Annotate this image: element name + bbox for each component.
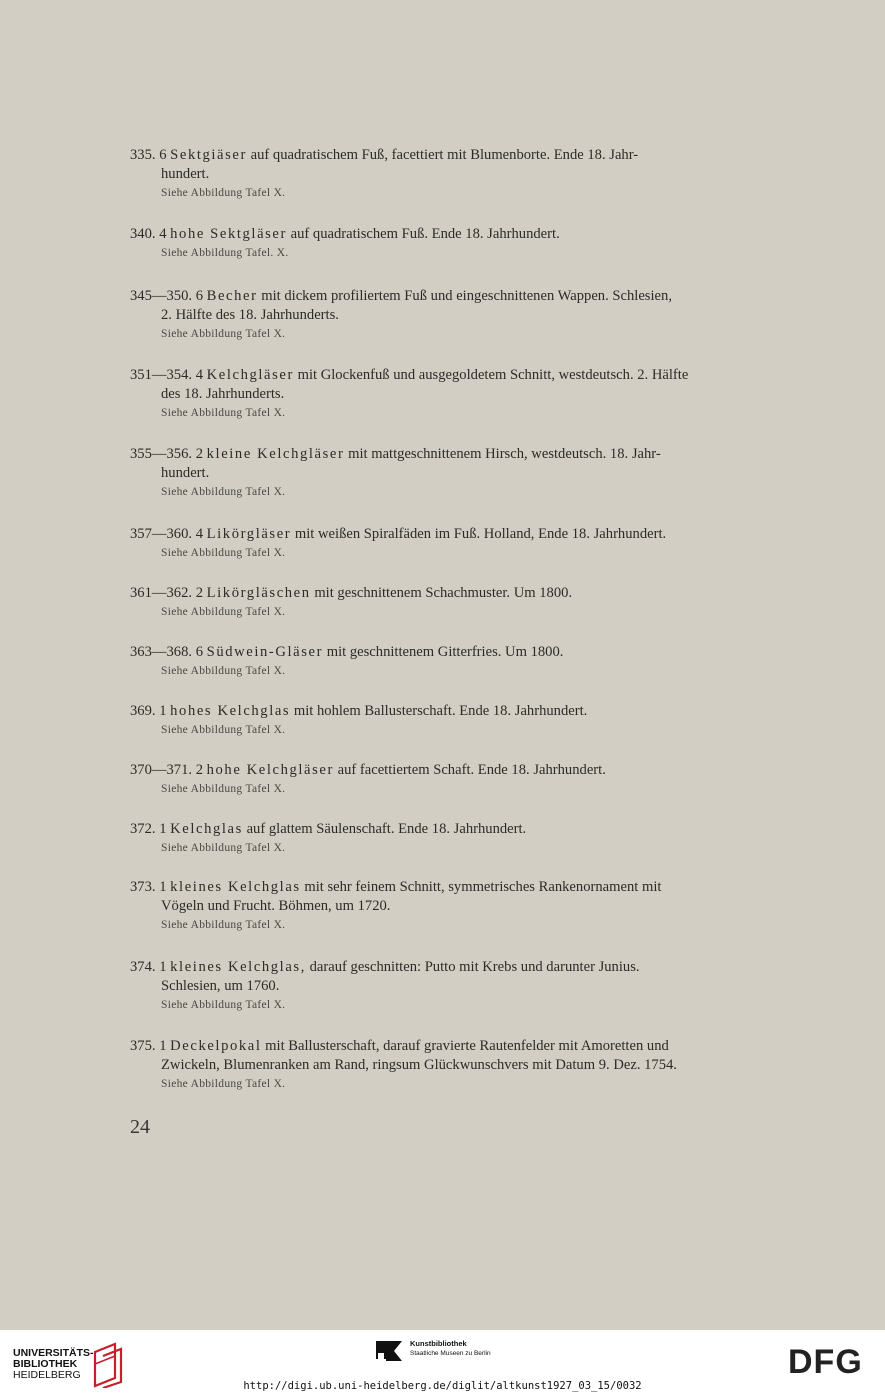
entry-text: auf glattem Säulenschaft. Ende 18. Jahrhundert. xyxy=(246,821,527,837)
entry-reference: Siehe Abbildung Tafel X. xyxy=(161,1078,286,1090)
entry-count: 6 xyxy=(195,288,203,304)
entry-text: mit geschnittenem Gitterfries. Um 1800. xyxy=(326,644,564,660)
entry-main-line xyxy=(130,878,813,897)
catalog-entry xyxy=(130,366,813,423)
entry-reference: Siehe Abbildung Tafel X. xyxy=(161,486,286,498)
entry-keyword: kleine Kelchgläser xyxy=(206,446,345,462)
entry-number: 340. xyxy=(130,226,156,242)
entry-number: 374. xyxy=(130,959,156,975)
entry-continuation: 2. Hälfte des 18. Jahrhunderts. xyxy=(161,307,339,323)
entry-count: 6 xyxy=(195,644,203,660)
entry-keyword: kleines Kelchglas xyxy=(170,879,301,895)
entry-number: 361—362. xyxy=(130,585,193,601)
kunstbibliothek-subtitle: Staatliche Museen zu Berlin xyxy=(410,1350,491,1357)
entry-continuation: Zwickeln, Blumenranken am Rand, ringsum Glückwunschvers mit Datum 9. Dez. 1754. xyxy=(161,1057,677,1073)
entry-keyword: Südwein-Gläser xyxy=(206,644,324,660)
entry-reference: Siehe Abbildung Tafel. X. xyxy=(161,247,289,259)
uni-logo-line2: BIBLIOTHEK xyxy=(13,1358,78,1370)
entry-main-line xyxy=(130,761,813,780)
catalog-entry xyxy=(130,643,813,681)
entry-keyword: hohe Kelchgläser xyxy=(206,762,334,778)
entry-count: 2 xyxy=(195,446,203,462)
kunstbibliothek-name: Kunstbibliothek xyxy=(410,1339,467,1348)
catalog-entry xyxy=(130,761,813,799)
entry-number: 335. xyxy=(130,147,156,163)
catalog-entry xyxy=(130,445,813,502)
entry-text: darauf geschnitten: Putto mit Krebs und darunter Junius. xyxy=(309,959,640,975)
entry-keyword: Kelchglas xyxy=(170,821,243,837)
entry-reference: Siehe Abbildung Tafel X. xyxy=(161,187,286,199)
entry-text: mit weißen Spiralfäden im Fuß. Holland, Ende 18. Jahrhundert. xyxy=(294,526,667,542)
catalog-entry xyxy=(130,1037,813,1094)
catalog-entry xyxy=(130,287,813,344)
entry-count: 2 xyxy=(195,585,203,601)
catalog-entry xyxy=(130,878,813,935)
entry-continuation: Vögeln und Frucht. Böhmen, um 1720. xyxy=(161,898,391,914)
entry-main-line xyxy=(130,225,813,244)
entry-reference: Siehe Abbildung Tafel X. xyxy=(161,999,286,1011)
entry-count: 4 xyxy=(195,526,203,542)
entry-number: 355—356. xyxy=(130,446,193,462)
uni-logo-line1: UNIVERSITÄTS- xyxy=(13,1347,94,1359)
entry-count: 1 xyxy=(159,959,167,975)
catalog-entry xyxy=(130,525,813,563)
entry-count: 6 xyxy=(159,147,167,163)
catalog-entry xyxy=(130,958,813,1015)
entry-number: 345—350. xyxy=(130,288,193,304)
entry-continuation: hundert. xyxy=(161,166,210,182)
entry-reference: Siehe Abbildung Tafel X. xyxy=(161,665,286,677)
catalog-entry xyxy=(130,820,813,858)
entry-number: 370—371. xyxy=(130,762,193,778)
entry-keyword: hohes Kelchglas xyxy=(170,703,291,719)
catalog-entry xyxy=(130,225,813,263)
entry-number: 369. xyxy=(130,703,156,719)
entry-count: 1 xyxy=(159,1038,167,1054)
entry-keyword: Deckelpokal xyxy=(170,1038,262,1054)
entry-text: mit mattgeschnittenem Hirsch, westdeutsch. 18. Jahr- xyxy=(348,446,661,462)
footer-bar xyxy=(0,1330,885,1394)
entry-number: 373. xyxy=(130,879,156,895)
entry-reference: Siehe Abbildung Tafel X. xyxy=(161,783,286,795)
catalog-entry xyxy=(130,702,813,740)
entry-reference: Siehe Abbildung Tafel X. xyxy=(161,547,286,559)
entry-number: 351—354. xyxy=(130,367,193,383)
entry-count: 4 xyxy=(159,226,167,242)
entry-main-line xyxy=(130,287,813,306)
entry-text: mit Ballusterschaft, darauf gravierte Rautenfelder mit Amoretten und xyxy=(265,1038,669,1054)
entry-text: mit dickem profiliertem Fuß und eingeschnittenen Wappen. Schlesien, xyxy=(261,288,672,304)
catalog-entry xyxy=(130,584,813,622)
entry-main-line xyxy=(130,643,813,662)
dfg-logo[interactable]: DFG xyxy=(788,1343,863,1381)
entry-text: mit sehr feinem Schnitt, symmetrisches Rankenornament mit xyxy=(304,879,662,895)
entry-number: 372. xyxy=(130,821,156,837)
entry-keyword: kleines Kelchglas, xyxy=(170,959,306,975)
entry-count: 1 xyxy=(159,879,167,895)
catalog-entry xyxy=(130,146,813,203)
entry-text: auf facettiertem Schaft. Ende 18. Jahrhundert. xyxy=(337,762,606,778)
entry-reference: Siehe Abbildung Tafel X. xyxy=(161,407,286,419)
entry-main-line xyxy=(130,584,813,603)
entry-count: 1 xyxy=(159,703,167,719)
entry-main-line xyxy=(130,366,813,385)
entry-continuation: des 18. Jahrhunderts. xyxy=(161,386,285,402)
entry-main-line xyxy=(130,1037,813,1056)
entry-keyword: Kelchgläser xyxy=(206,367,294,383)
entry-main-line xyxy=(130,820,813,839)
uni-logo-line3: HEIDELBERG xyxy=(13,1369,81,1381)
entry-main-line xyxy=(130,445,813,464)
page-number: 24 xyxy=(130,1116,150,1138)
entry-reference: Siehe Abbildung Tafel X. xyxy=(161,724,286,736)
entry-number: 357—360. xyxy=(130,526,193,542)
entry-reference: Siehe Abbildung Tafel X. xyxy=(161,328,286,340)
entry-keyword: Likörgläser xyxy=(206,526,292,542)
entry-reference: Siehe Abbildung Tafel X. xyxy=(161,919,286,931)
entry-main-line xyxy=(130,525,813,544)
kunstbibliothek-logo[interactable] xyxy=(376,1339,536,1369)
entry-text: mit hohlem Ballusterschaft. Ende 18. Jahrhundert. xyxy=(293,703,588,719)
entry-number: 375. xyxy=(130,1038,156,1054)
entry-keyword: Becher xyxy=(206,288,258,304)
entry-keyword: Sektgiäser xyxy=(170,147,247,163)
entry-continuation: hundert. xyxy=(161,465,210,481)
entry-continuation: Schlesien, um 1760. xyxy=(161,978,280,994)
entry-text: auf quadratischem Fuß, facettiert mit Blumenborte. Ende 18. Jahr- xyxy=(250,147,639,163)
entry-main-line xyxy=(130,958,813,977)
entry-reference: Siehe Abbildung Tafel X. xyxy=(161,842,286,854)
entry-count: 2 xyxy=(195,762,203,778)
entry-keyword: Likörgläschen xyxy=(206,585,311,601)
entry-reference: Siehe Abbildung Tafel X. xyxy=(161,606,286,618)
entry-text: auf quadratischem Fuß. Ende 18. Jahrhundert. xyxy=(290,226,560,242)
entry-main-line xyxy=(130,702,813,721)
entry-text: mit Glockenfuß und ausgegoldetem Schnitt, westdeutsch. 2. Hälfte xyxy=(297,367,689,383)
entry-text: mit geschnittenem Schachmuster. Um 1800. xyxy=(314,585,573,601)
permalink-url[interactable]: http://digi.ub.uni-heidelberg.de/diglit/altkunst1927_03_15/0032 xyxy=(243,1380,642,1392)
entry-count: 1 xyxy=(159,821,167,837)
kunstbibliothek-emblem-icon xyxy=(376,1339,402,1365)
entry-number: 363—368. xyxy=(130,644,193,660)
entry-main-line xyxy=(130,146,813,165)
entry-count: 4 xyxy=(195,367,203,383)
entry-keyword: hohe Sektgläser xyxy=(170,226,287,242)
